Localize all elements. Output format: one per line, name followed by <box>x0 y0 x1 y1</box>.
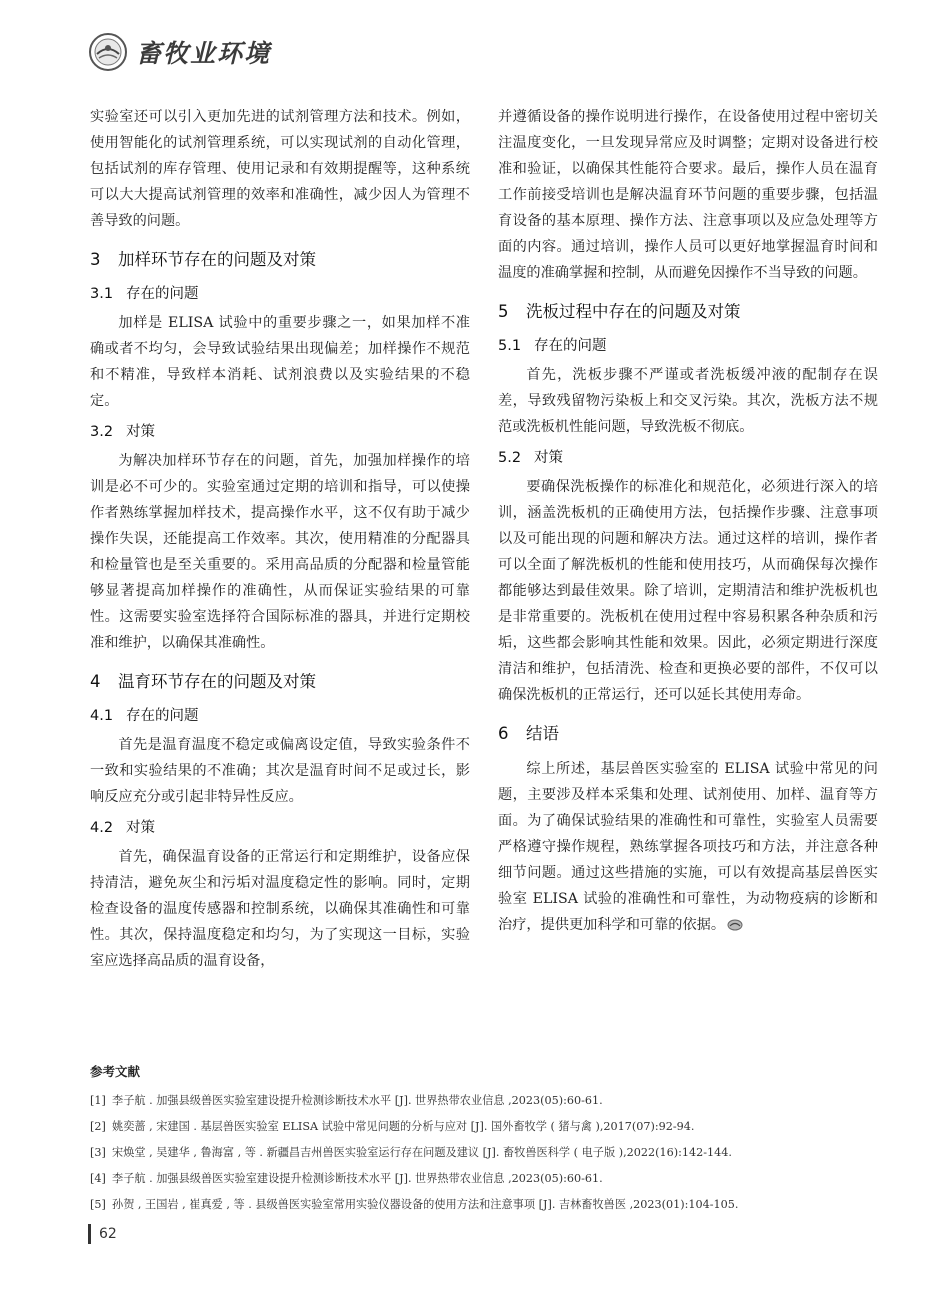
paragraph: 首先是温育温度不稳定或偏离设定值，导致实验条件不一致和实验结果的不准确；其次是温育时间不足或过长，影响反应充分或引起非特异性反应。 <box>90 737 470 805</box>
reference-item: [5] 孙贺 , 王国岩 , 崔真爱 , 等 . 县级兽医实验室常用实验仪器设备的使用方法和注意事项 [J]. 吉林畜牧兽医 ,2023(01):104-105. <box>90 1198 739 1211</box>
left-column <box>90 104 470 974</box>
section-heading-3: 3 加样环节存在的问题及对策 <box>90 250 316 269</box>
reference-item: [3] 宋焕堂 , 吴建华 , 鲁海富 , 等 . 新疆昌吉州兽医实验室运行存在问题及建议 [J]. 畜牧兽医科学 ( 电子版 ),2022(16):142-144. <box>90 1146 732 1159</box>
journal-header <box>88 32 271 72</box>
right-column <box>498 104 878 938</box>
subsection-heading-3-1: 3.1 存在的问题 <box>90 286 199 302</box>
paragraph: 为解决加样环节存在的问题，首先，加强加样操作的培训是必不可少的。实验室通过定期的培训和指导，可以使操作者熟练掌握加样技术，提高操作水平，这不仅有助于减少操作失误，还能提高工作效率。其次，使用精准的分配器具和检量管也是至关重要的。采用高品质的分配器和检量管能够显著提高加样操作的准确性，从而保证实验结果的可靠性。这需要实验室选择符合国际标准的器具，并进行定期校准和维护，以确保其准确性。 <box>90 453 470 651</box>
references-section <box>90 1062 870 1218</box>
article-end-icon <box>727 919 743 931</box>
reference-item: [2] 姚奕蔷 , 宋建国 . 基层兽医实验室 ELISA 试验中常见问题的分析与应对 [J]. 国外畜牧学 ( 猪与禽 ),2017(07):92-94. <box>90 1120 695 1133</box>
reference-item: [1] 李子航 . 加强县级兽医实验室建设提升检测诊断技术水平 [J]. 世界热带农业信息 ,2023(05):60-61. <box>90 1094 603 1107</box>
paragraph: 实验室还可以引入更加先进的试剂管理方法和技术。例如，使用智能化的试剂管理系统，可以实现试剂的自动化管理，包括试剂的库存管理、使用记录和有效期提醒等，这种系统可以大大提高试剂管理的效率和准确性，减少因人为管理不善导致的问题。 <box>90 109 470 229</box>
subsection-heading-3-2: 3.2 对策 <box>90 424 155 440</box>
journal-title: 畜牧业环境 <box>136 39 272 68</box>
subsection-heading-4-2: 4.2 对策 <box>90 820 155 836</box>
conclusion-paragraph: 综上所述，基层兽医实验室的 ELISA 试验中常见的问题，主要涉及样本采集和处理、试剂使用、加样、温育等方面。为了确保试验结果的准确性和可靠性，实验室人员需要严格遵守操作规程，熟练掌握各项技巧和方法，并注意各种细节问题。通过这些措施的实施，可以有效提高基层兽医实验室 ELISA 试验的准确性和可靠性，为动物疫病的诊断和治疗，提供更加科学和可靠的依据。 <box>498 761 878 933</box>
paragraph: 首先，确保温育设备的正常运行和定期维护，设备应保持清洁，避免灰尘和污垢对温度稳定性的影响。同时，定期检查设备的温度传感器和控制系统，以确保其准确性和可靠性。其次，保持温度稳定和均匀，为了实现这一目标，实验室应选择高品质的温育设备， <box>90 849 470 969</box>
journal-logo-icon <box>88 32 128 72</box>
section-heading-6: 6 结语 <box>498 724 559 743</box>
subsection-heading-4-1: 4.1 存在的问题 <box>90 708 199 724</box>
paragraph: 要确保洗板操作的标准化和规范化，必须进行深入的培训，涵盖洗板机的正确使用方法，包括操作步骤、注意事项以及可能出现的问题和解决方法。通过这样的培训，操作者可以全面了解洗板机的性能和使用技巧，从而确保每次操作都能够达到最佳效果。除了培训，定期清洁和维护洗板机也是非常重要的。洗板机在使用过程中容易积累各种杂质和污垢，这些都会影响其性能和效果。因此，必须定期进行深度清洁和维护，包括清洗、检查和更换必要的部件，不仅可以确保洗板机的正常运行，还可以延长其使用寿命。 <box>498 479 878 703</box>
paragraph: 并遵循设备的操作说明进行操作，在设备使用过程中密切关注温度变化，一旦发现异常应及时调整；定期对设备进行校准和验证，以确保其性能符合要求。最后，操作人员在温育工作前接受培训也是解决温育环节问题的重要步骤，包括温育设备的基本原理、操作方法、注意事项以及应急处理等方面的内容。通过培训，操作人员可以更好地掌握温育时间和温度的准确掌握和控制，从而避免因操作不当导致的问题。 <box>498 109 878 281</box>
page-footer <box>88 1224 117 1244</box>
subsection-heading-5-2: 5.2 对策 <box>498 450 563 466</box>
page-number: 62 <box>99 1226 117 1242</box>
paragraph: 加样是 ELISA 试验中的重要步骤之一，如果加样不准确或者不均匀，会导致试验结果出现偏差；加样操作不规范和不精准，导致样本消耗、试剂浪费以及实验结果的不稳定。 <box>90 315 470 409</box>
section-heading-4: 4 温育环节存在的问题及对策 <box>90 672 316 691</box>
references-title: 参考文献 <box>90 1064 141 1079</box>
paragraph: 首先，洗板步骤不严谨或者洗板缓冲液的配制存在误差，导致残留物污染板上和交叉污染。其次，洗板方法不规范或洗板机性能问题，导致洗板不彻底。 <box>498 367 878 435</box>
page-divider <box>88 1224 91 1244</box>
section-heading-5: 5 洗板过程中存在的问题及对策 <box>498 302 741 321</box>
subsection-heading-5-1: 5.1 存在的问题 <box>498 338 607 354</box>
reference-item: [4] 李子航 . 加强县级兽医实验室建设提升检测诊断技术水平 [J]. 世界热带农业信息 ,2023(05):60-61. <box>90 1172 603 1185</box>
